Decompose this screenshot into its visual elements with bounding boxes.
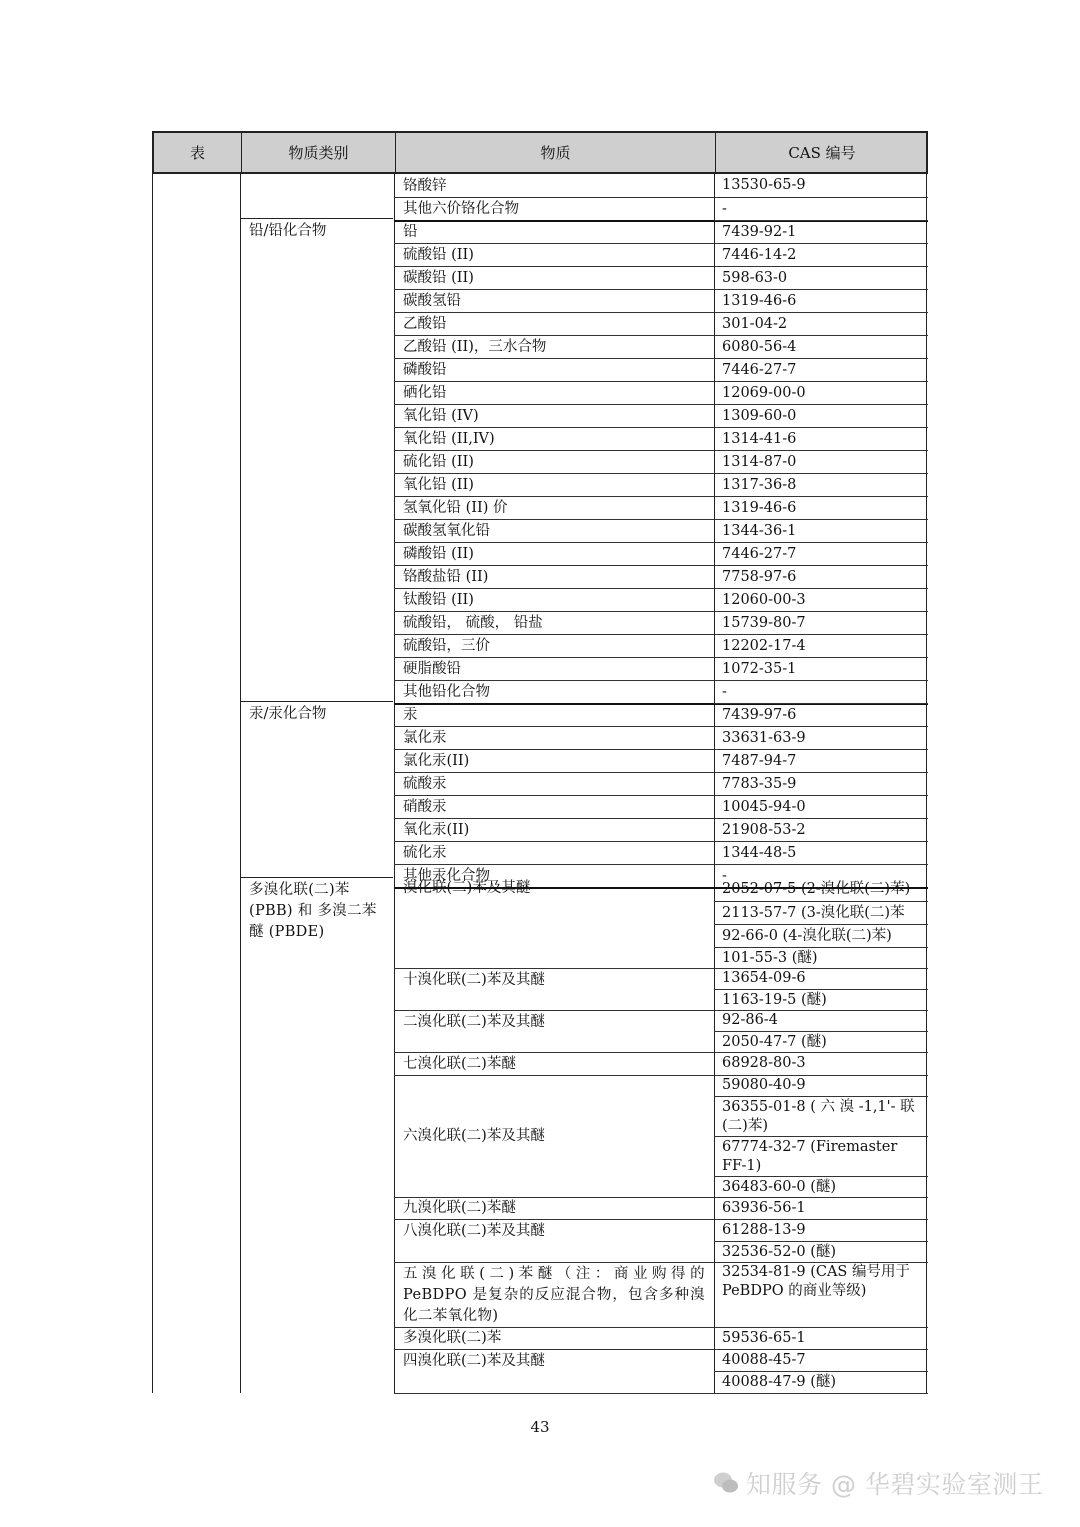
cas-cell: 1072-35-1 [714, 657, 928, 680]
cas-cell: 40088-45-7 [722, 1351, 806, 1368]
cas-cell: 10045-94-0 [714, 795, 928, 818]
cas-cell: 1317-36-8 [714, 473, 928, 496]
substance-cell: 硬脂酸铅 [403, 660, 461, 677]
substance-cell: 碳酸氢氧化铅 [403, 522, 490, 539]
substance-cell: 氯化汞 [403, 729, 447, 746]
substance-cell: 氯化汞(II) [403, 752, 470, 769]
category-lead: 铅/铅化合物 [249, 223, 327, 239]
cas-cell: 21908-53-2 [714, 818, 928, 841]
cas-cell: 301-04-2 [714, 312, 928, 335]
substance-cell: 溴化联(二)苯及其醚 [403, 880, 531, 896]
cas-cell: 32536-52-0 (醚) [714, 1241, 928, 1262]
substance-cell: 硫酸铅 (II) [403, 246, 474, 263]
substance-cell: 铬酸锌 [403, 177, 447, 194]
substance-cell: 乙酸铅 (II)，三水合物 [403, 338, 547, 355]
substance-cell: 其他汞化合物 [403, 867, 490, 884]
watermark-text: 知服务 @ 华碧实验室测王 [746, 1470, 1044, 1499]
cas-cell: 1309-60-0 [714, 404, 928, 427]
header-table: 表 [154, 133, 242, 172]
substance-cell: 硒化铅 [403, 384, 447, 401]
category-pbb-pbde: 多溴化联(二)苯(PBB) 和 多溴二苯醚 (PBDE) [249, 882, 377, 940]
substance-cell: 多溴化联(二)苯 [403, 1330, 502, 1346]
cas-cell: 1319-46-6 [714, 496, 928, 519]
cas-cell: 1314-41-6 [714, 427, 928, 450]
cas-cell: 7446-27-7 [714, 542, 928, 565]
cas-cell: 61288-13-9 [722, 1221, 806, 1238]
cas-cell: 59536-65-1 [722, 1329, 806, 1346]
substance-cell: 其他铅化合物 [403, 683, 490, 700]
substance-cell: 六溴化联(二)苯及其醚 [403, 1128, 545, 1144]
cas-cell: 598-63-0 [714, 266, 928, 289]
substance-cell: 碳酸氢铅 [403, 292, 461, 309]
cas-cell: 33631-63-9 [714, 726, 928, 749]
cas-cell: 2050-47-7 (醚) [714, 1031, 928, 1052]
page-number: 43 [530, 1418, 550, 1436]
cas-cell: 101-55-3 (醚) [714, 947, 928, 968]
substance-cell: 硫化铅 (II) [403, 453, 474, 470]
cas-cell: 7758-97-6 [714, 565, 928, 588]
substance-cell: 八溴化联(二)苯及其醚 [403, 1223, 545, 1239]
substance-cell: 铬酸盐铅 (II) [403, 568, 489, 585]
substance-cell: 五溴化联(二)苯醚（注：商业购得的 PeBDPO 是复杂的反应混合物，包含多种溴化二苯氧化物) [403, 1266, 705, 1324]
cas-cell: 7446-27-7 [714, 358, 928, 381]
cas-cell: 15739-80-7 [714, 611, 928, 634]
substance-cell: 四溴化联(二)苯及其醚 [403, 1353, 545, 1369]
substance-cell: 磷酸铅 (II) [403, 545, 474, 562]
cas-cell: 63936-56-1 [722, 1199, 806, 1216]
cas-cell: 92-86-4 [722, 1012, 778, 1028]
substance-cell: 二溴化联(二)苯及其醚 [403, 1014, 545, 1030]
cas-cell: 1344-36-1 [714, 519, 928, 542]
header-cas: CAS 编号 [788, 144, 856, 162]
header-category: 物质类别 [242, 133, 396, 172]
wechat-icon [712, 1469, 740, 1497]
substance-cell: 硫酸汞 [403, 775, 447, 792]
substance-cell: 乙酸铅 [403, 315, 447, 332]
cas-cell: 7446-14-2 [714, 243, 928, 266]
cas-cell: 1163-19-5 (醚) [714, 989, 928, 1010]
cas-cell: 1344-48-5 [714, 841, 928, 864]
substance-cell: 氧化铅 (II) [403, 476, 474, 493]
cas-cell: - [714, 864, 928, 887]
substance-cell: 十溴化联(二)苯及其醚 [403, 972, 545, 988]
cas-cell: 6080-56-4 [714, 335, 928, 358]
substance-cell: 汞 [403, 706, 418, 723]
cas-cell: 13530-65-9 [722, 177, 806, 193]
substance-cell: 硫化汞 [403, 844, 447, 861]
cas-cell: 12060-00-3 [714, 588, 928, 611]
cas-cell: 13654-09-6 [722, 970, 806, 986]
substance-cell: 七溴化联(二)苯醚 [403, 1055, 516, 1072]
substance-cell: 氧化汞(II) [403, 821, 470, 838]
cas-cell: 7439-92-1 [714, 220, 928, 243]
substance-cell: 氢氧化铅 (II) 价 [403, 499, 508, 516]
header-substance: 物质 [396, 133, 716, 172]
cas-cell: 32534-81-9 (CAS 编号用于 PeBDPO 的商业等级) [722, 1264, 910, 1299]
cas-cell: - [714, 197, 928, 220]
cas-cell: - [714, 680, 928, 703]
cas-cell: 12202-17-4 [714, 634, 928, 657]
substance-cell: 硫酸铅， 硫酸， 铅盐 [403, 614, 543, 631]
cas-cell: 59080-40-9 [722, 1077, 806, 1093]
cas-cell: 7487-94-7 [714, 749, 928, 772]
cas-cell: 7783-35-9 [714, 772, 928, 795]
cas-cell: 2113-57-7 (3-溴化联(二)苯 [714, 901, 928, 924]
substance-cell: 硝酸汞 [403, 798, 447, 815]
cas-cell: 36355-01-8 ( 六 溴 -1,1'- 联 (二)苯) [714, 1096, 928, 1136]
cas-cell: 92-66-0 (4-溴化联(二)苯) [714, 924, 928, 947]
substance-cell: 其他六价铬化合物 [403, 200, 519, 217]
substance-cell: 氧化铅 (II,IV) [403, 430, 495, 447]
cas-cell: 68928-80-3 [722, 1055, 806, 1071]
cas-cell: 67774-32-7 (Firemaster FF-1) [714, 1136, 928, 1176]
cas-cell: 36483-60-0 (醚) [714, 1176, 928, 1197]
substance-cell: 铅 [403, 223, 418, 240]
substance-cell: 九溴化联(二)苯醚 [403, 1200, 516, 1216]
cas-cell: 1319-46-6 [714, 289, 928, 312]
watermark [712, 1465, 1043, 1501]
substance-cell: 钛酸铅 (II) [403, 591, 474, 608]
cas-cell: 7439-97-6 [714, 703, 928, 726]
category-mercury: 汞/汞化合物 [249, 706, 327, 722]
substance-cell: 硫酸铅，三价 [403, 637, 490, 654]
cas-cell: 12069-00-0 [714, 381, 928, 404]
cas-cell: 1314-87-0 [714, 450, 928, 473]
substance-cell: 碳酸铅 (II) [403, 269, 474, 286]
table-header [152, 131, 928, 174]
cas-cell: 2052-07-5 (2-溴化联(二)苯) [722, 881, 911, 897]
table-body [152, 174, 928, 1393]
substance-cell: 氧化铅 (IV) [403, 407, 479, 424]
cas-cell: 40088-47-9 (醚) [714, 1371, 928, 1393]
substance-cell: 磷酸铅 [403, 361, 447, 378]
